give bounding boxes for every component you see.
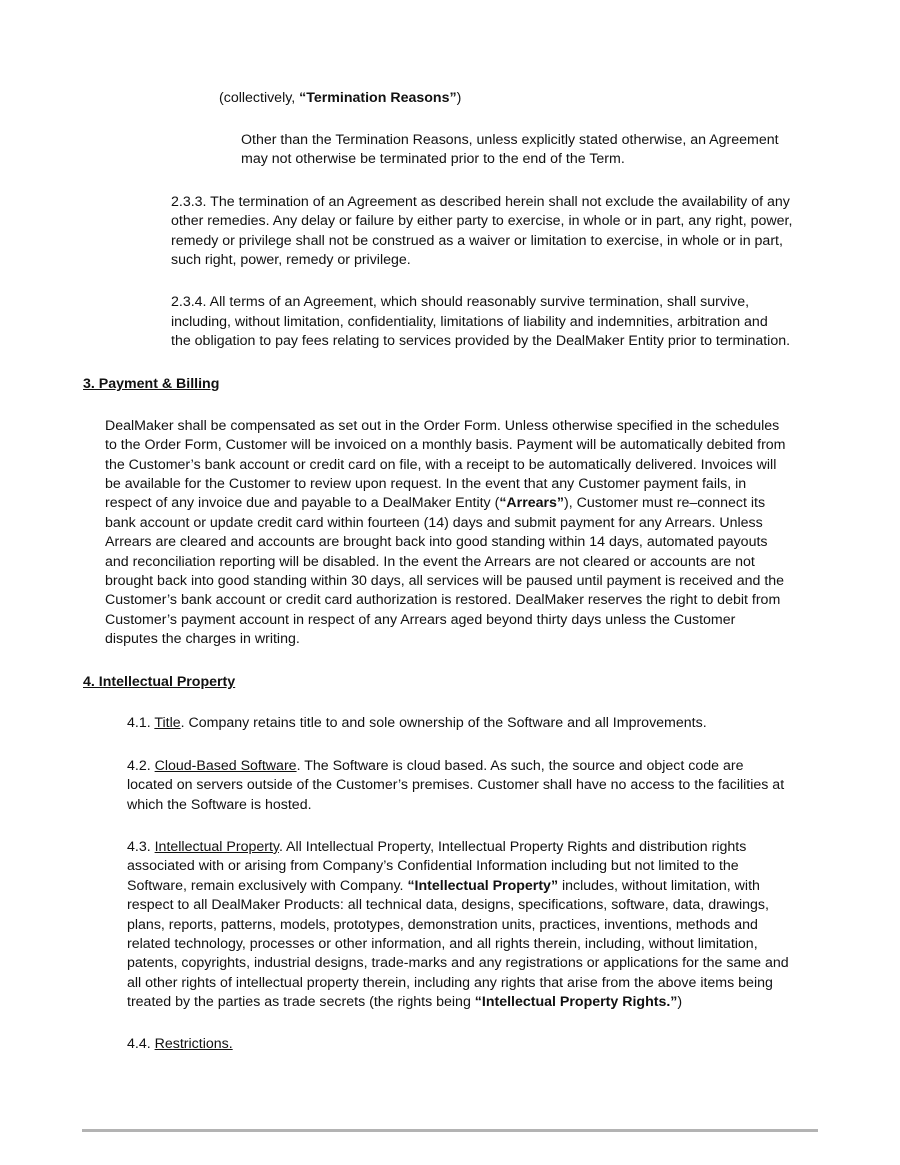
section-3-line-2: to the Order Form, Customer will be invoiced on a monthly basis. Payment will be automatically debited from [105,437,786,453]
clause-2-3-3-line-1: 2.3.3. The termination of an Agreement as described herein shall not exclude the availability of any [171,194,790,210]
intellectual-property-rights-term: “Intellectual Property Rights.” [474,994,678,1010]
section-3-line-7: Arrears are cleared and accounts are brought back into good standing within 14 days, automated payouts [105,534,768,550]
clause-4-3-line-6: related technology, processes or other information, and all rights therein, including, without limitation, [127,936,758,952]
clause-4-4-title: Restrictions. [154,1036,233,1052]
arrears-term: “Arrears” [499,495,564,511]
clause-2-3-4-line-1: 2.3.4. All terms of an Agreement, which should reasonably survive termination, shall survive, [171,294,750,310]
clause-4-2-line-1: 4.2. Cloud-Based Software. The Software is cloud based. As such, the source and object code are [127,758,744,774]
clause-4-2-line-3: which the Software is hosted. [127,797,312,813]
section-3-line-10: Customer’s bank account or credit card authorization is restored. DealMaker reserves the right to debit from [105,592,781,608]
clause-4-3-line-7: patents, copyrights, industrial designs, trade-marks and any registrations or applications for the same and [127,955,789,971]
section-3-arrears-line: respect of any invoice due and payable to a DealMaker Entity (“Arrears”), Customer must re–connect its [105,495,766,511]
section-3-line-8: and reconciliation reporting will be disabled. In the event the Arrears are not cleared or accounts are not [105,554,755,570]
section-3-line-1: DealMaker shall be compensated as set out in the Order Form. Unless otherwise specified in the schedules [105,418,780,434]
section-3-line-3: the Customer’s bank account or credit card on file, with a receipt to be automatically delivered. Invoices will [105,457,777,473]
clause-4-1: 4.1. Title. Company retains title to and sole ownership of the Software and all Improvements. [127,715,707,731]
termination-reasons-term: “Termination Reasons” [299,90,457,106]
section-3-line-11: Customer’s payment account in respect of any Arrears aged beyond thirty days unless the Customer [105,612,736,628]
section-3-heading: 3. Payment & Billing [83,376,220,392]
clause-2-3-3-line-4: such right, power, remedy or privilege. [171,252,411,268]
section-3-line-12: disputes the charges in writing. [105,631,300,647]
clause-4-3-line-1: 4.3. Intellectual Property. All Intellectual Property, Intellectual Property Rights and distribution rights [127,839,747,855]
clause-2-3-4-line-3: the obligation to pay fees relating to services provided by the DealMaker Entity prior to termination. [171,333,791,349]
clause-2-3-3-line-3: remedy or privilege shall not be construed as a waiver or limitation to exercise, in whole or in part, [171,233,783,249]
other-than-line-2: may not otherwise be terminated prior to the end of the Term. [241,151,625,167]
clause-4-3-line-2: associated with or arising from Company’s Confidential Information including but not limited to the [127,858,739,874]
clause-4-3-title: Intellectual Property [154,839,279,855]
clause-4-3-line-3: Software, remain exclusively with Company. “Intellectual Property” includes, without limitation, with [127,878,760,894]
other-than-line-1: Other than the Termination Reasons, unless explicitly stated otherwise, an Agreement [241,132,779,148]
intellectual-property-term: “Intellectual Property” [407,878,559,894]
clause-4-3-line-8: all other rights of intellectual property therein, including any rights that arise from the above items being [127,975,773,991]
footer-divider [82,1129,818,1132]
clause-4-3-line-9: treated by the parties as trade secrets (the rights being “Intellectual Property Rights.”) [127,994,683,1010]
clause-2-3-4-line-2: including, without limitation, confidentiality, limitations of liability and indemnities, arbitration and [171,314,768,330]
clause-4-1-title: Title [154,715,181,731]
section-3-line-4: be available for the Customer to review upon request. In the event that any Customer payment fails, in [105,476,747,492]
collective-label-line: (collectively, “Termination Reasons”) [219,90,462,106]
clause-4-2-title: Cloud-Based Software [154,758,297,774]
section-4-heading: 4. Intellectual Property [83,674,236,690]
clause-4-4: 4.4. Restrictions. [127,1036,233,1052]
clause-4-2-line-2: located on servers outside of the Customer’s premises. Customer shall have no access to the facilities at [127,777,785,793]
clause-2-3-3-line-2: other remedies. Any delay or failure by either party to exercise, in whole or in part, any right, power, [171,213,793,229]
clause-4-3-line-4: respect to all DealMaker Products: all technical data, designs, specifications, software, data, drawings, [127,897,769,913]
clause-4-3-line-5: plans, reports, patterns, models, prototypes, demonstration units, practices, inventions, methods and [127,917,758,933]
section-3-line-6: bank account or update credit card within fourteen (14) days and submit payment for any Arrears. Unless [105,515,763,531]
section-3-line-9: brought back into good standing within 30 days, all services will be paused until payment is received and the [105,573,785,589]
